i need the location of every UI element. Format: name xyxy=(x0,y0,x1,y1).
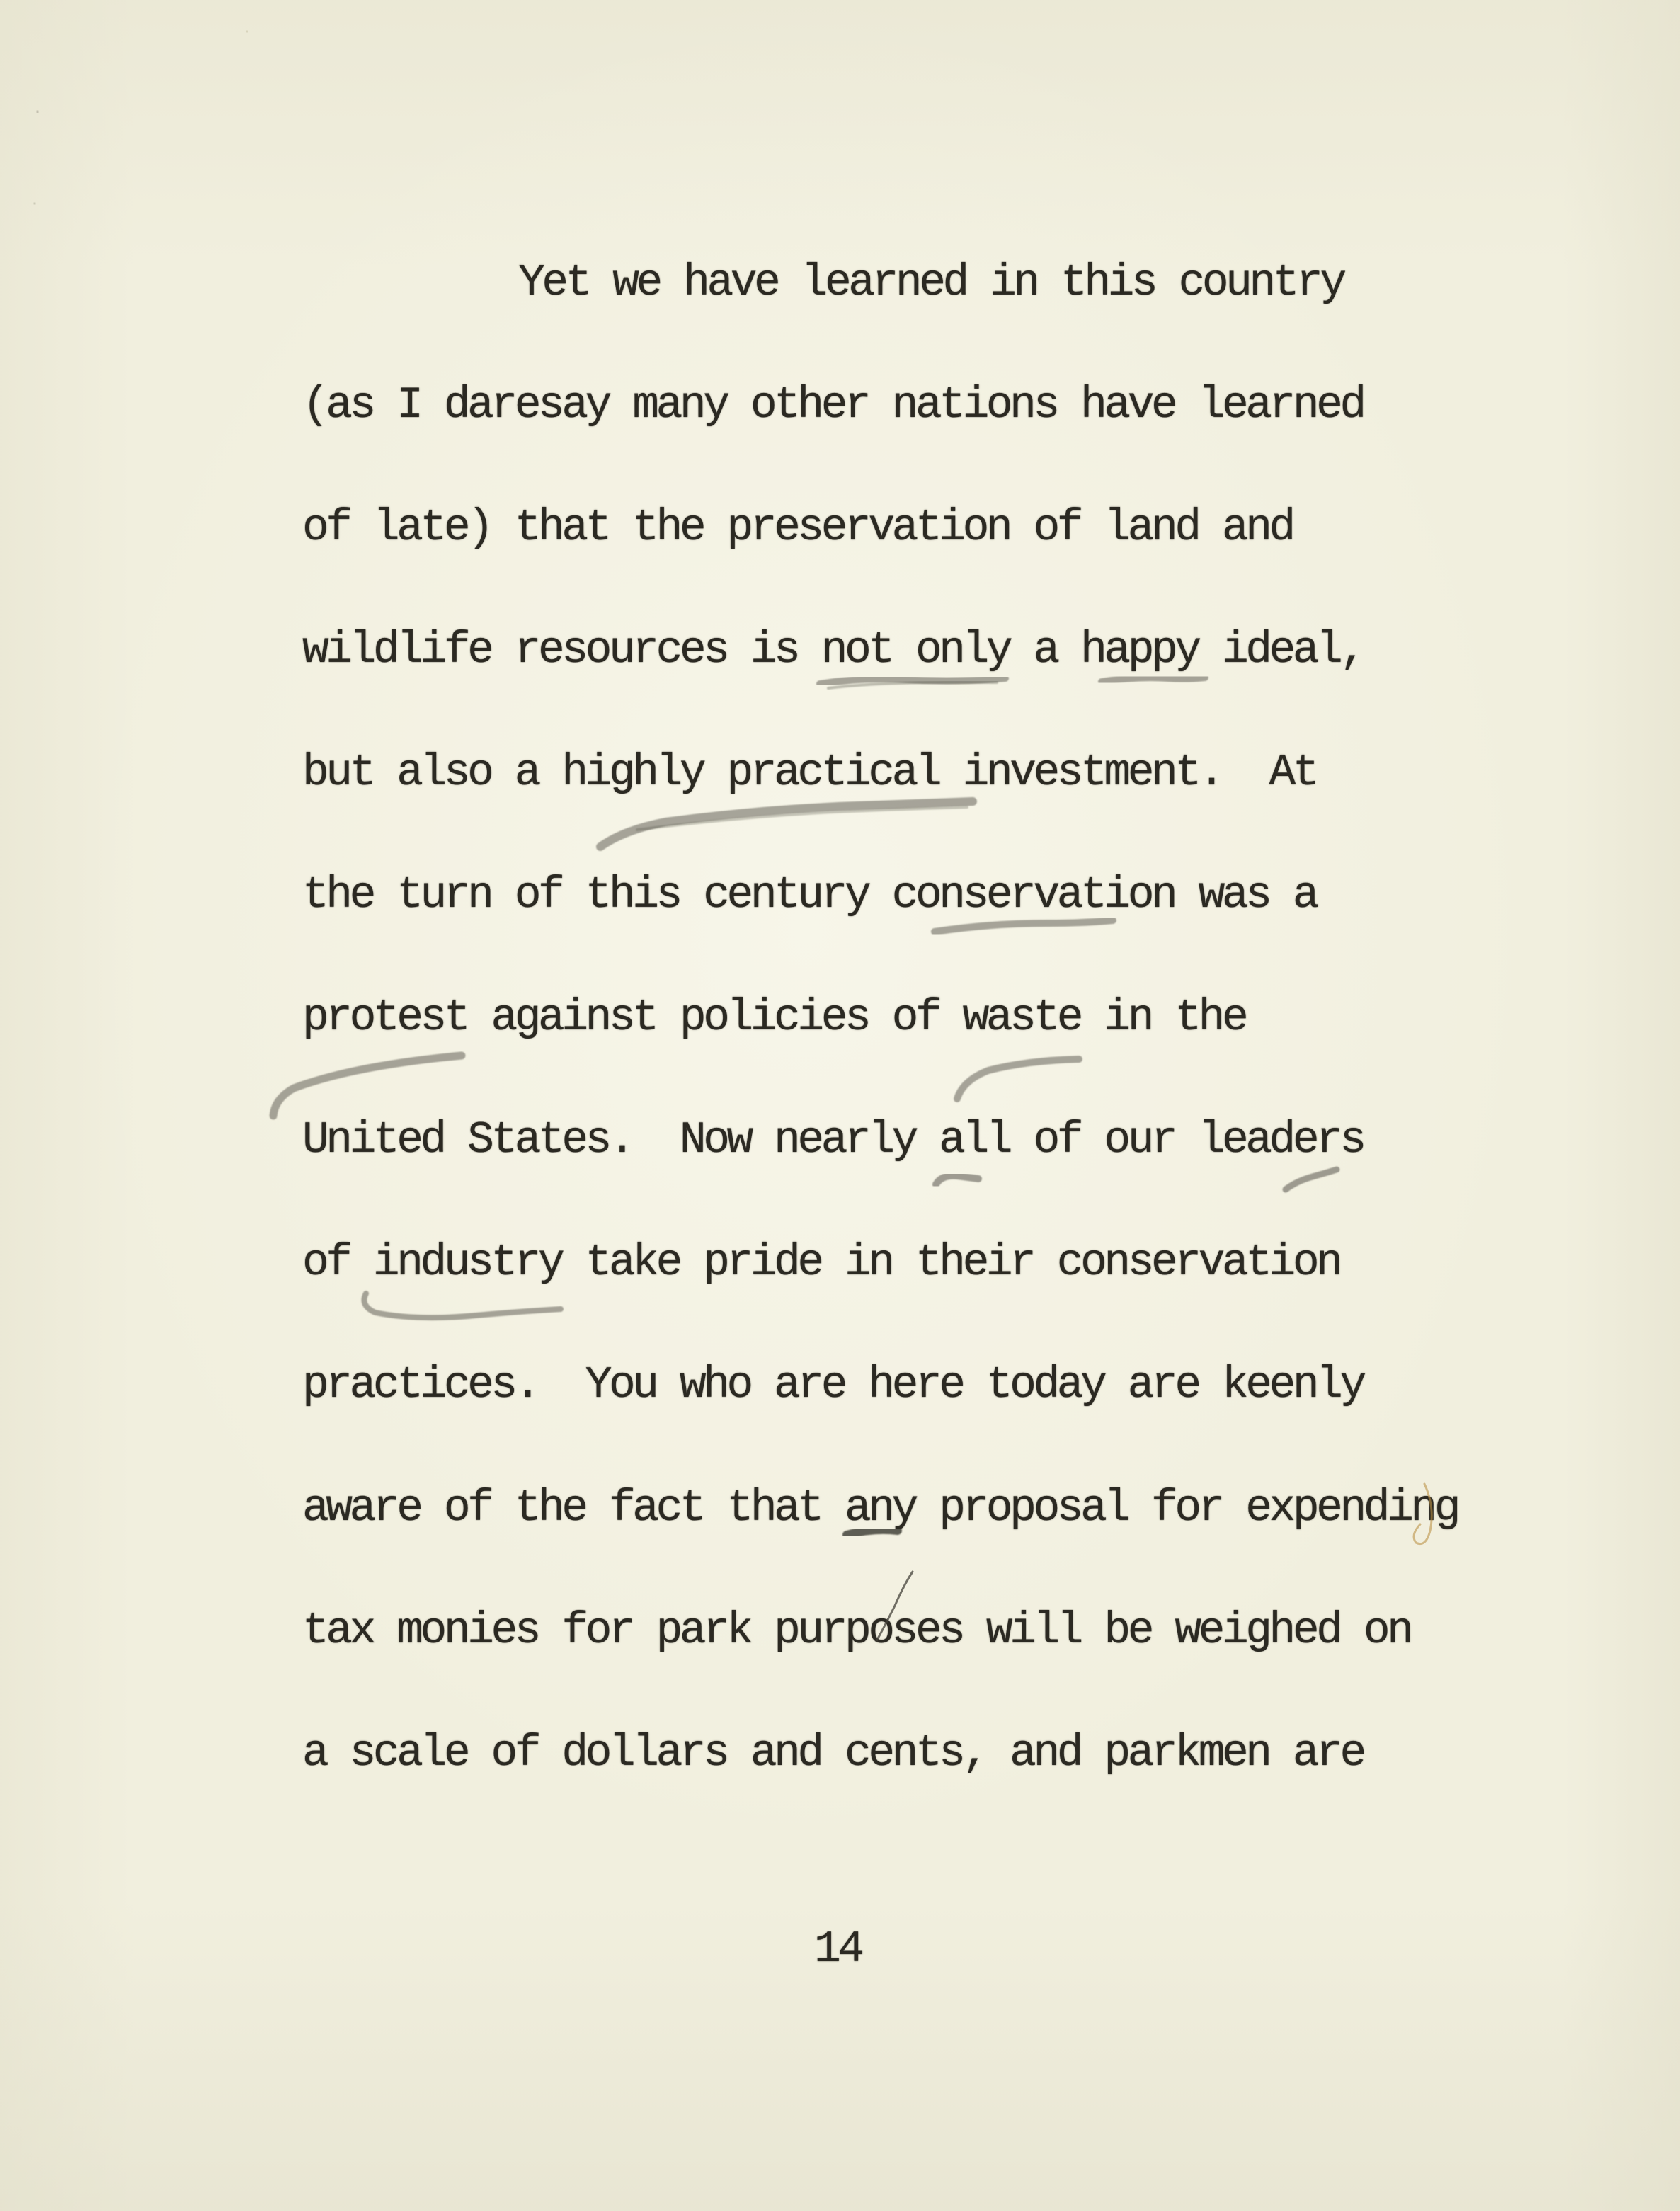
text-line-6: the turn of this century conservation was a xyxy=(302,870,1317,920)
text-line-12: tax monies for park purposes will be weighed on xyxy=(302,1606,1411,1656)
pencil-underline-conservation xyxy=(935,920,1113,932)
text-line-3: of late) that the preservation of land and xyxy=(302,503,1293,553)
pencil-underline-not-only-grain xyxy=(828,682,997,688)
text-line-1: Yet we have learned in this country xyxy=(518,258,1344,308)
text-line-4: wildlife resources is not only a happy ideal, xyxy=(302,625,1364,675)
text-line-11: aware of the fact that any proposal for expending xyxy=(302,1483,1458,1533)
text-line-8: United States. Now nearly all of our leaders xyxy=(302,1115,1364,1165)
text-line-7: protest against policies of waste in the xyxy=(302,993,1246,1043)
pencil-underline-protest xyxy=(273,1056,462,1116)
pencil-underline-highly-practical-grain xyxy=(637,807,967,830)
paper-speck-2 xyxy=(34,203,35,204)
text-line-9: of industry take pride in their conservation xyxy=(302,1238,1340,1288)
pencil-underline-highly-practical xyxy=(600,801,973,847)
pencil-underline-waste xyxy=(957,1059,1079,1099)
pencil-underline-industry xyxy=(364,1293,561,1318)
pencil-underline-leaders xyxy=(1286,1170,1337,1189)
paper-speck-3 xyxy=(246,31,248,32)
paper-speck-1 xyxy=(37,111,38,113)
text-line-2: (as I daresay many other nations have learned xyxy=(302,380,1364,430)
text-line-13: a scale of dollars and cents, and parkmen are xyxy=(302,1728,1364,1778)
text-line-10: practices. You who are here today are keenly xyxy=(302,1360,1364,1410)
page-number: 14 xyxy=(814,1924,862,1975)
text-line-5: but also a highly practical investment. At xyxy=(302,748,1317,798)
pencil-underline-not-only xyxy=(820,678,1005,684)
pencil-underline-happy xyxy=(1102,678,1205,682)
pencil-underline-all xyxy=(936,1176,978,1184)
